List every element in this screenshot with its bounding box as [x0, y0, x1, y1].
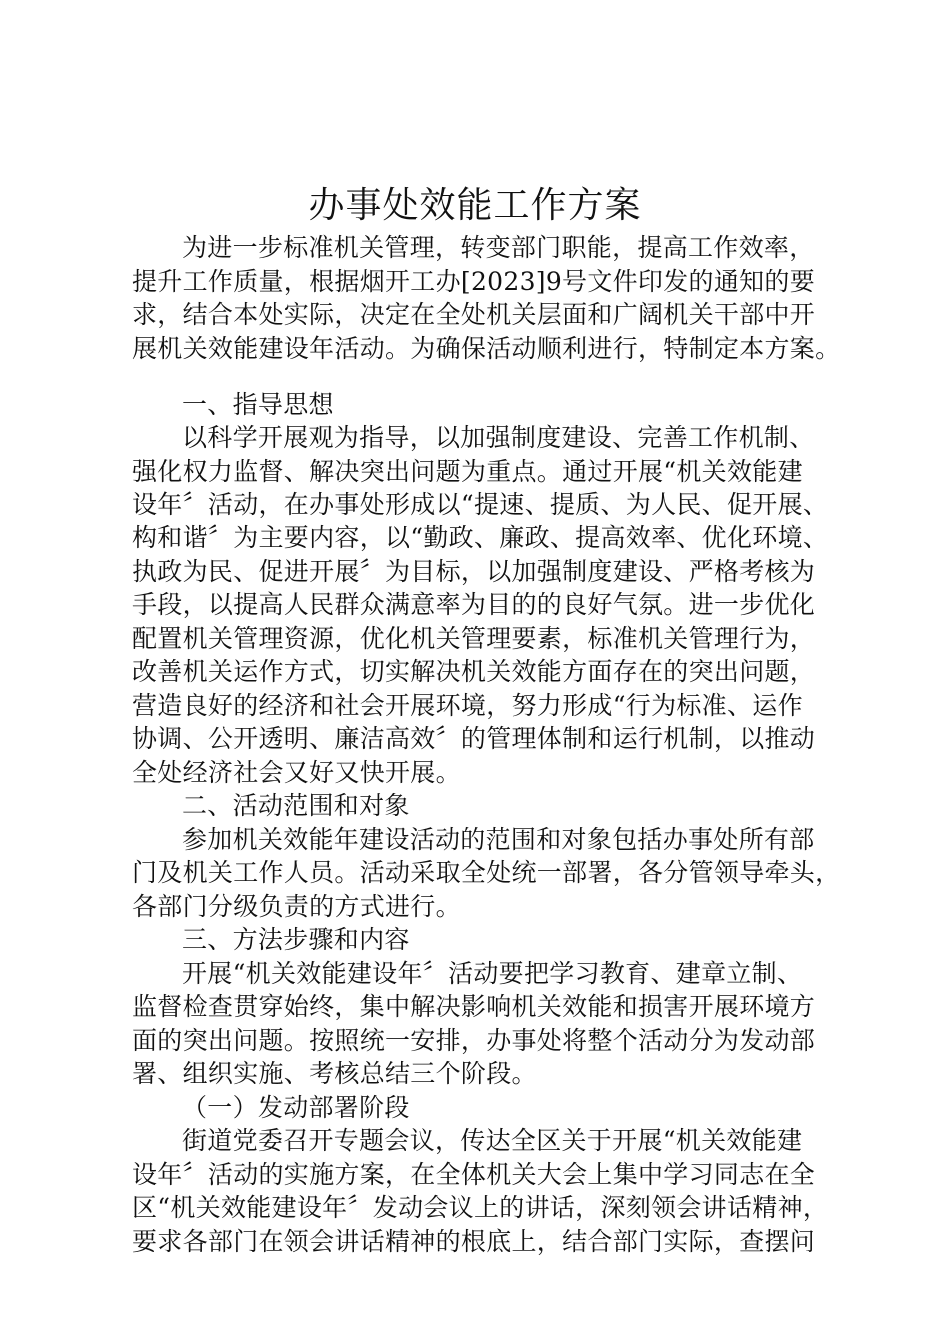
paragraph-line: 改善机关运作方式，切实解决机关效能方面存在的突出问题， — [132, 657, 816, 686]
paragraph-line: 监督检查贯穿始终，集中解决影响机关效能和损害开展环境方 — [132, 992, 816, 1021]
paragraph-line: 手段，以提高人民群众满意率为目的的良好气氛。进一步优化 — [132, 590, 816, 619]
paragraph-line: 各部门分级负责的方式进行。 — [132, 892, 461, 921]
paragraph-line: 配置机关管理资源，优化机关管理要素，标准机关管理行为， — [132, 624, 816, 653]
document-title: 办事处效能工作方案 — [308, 185, 642, 226]
paragraph-line: 街道党委召开专题会议，传达全区关于开展“机关效能建 — [182, 1126, 803, 1155]
paragraph-line: 设年〞活动，在办事处形成以“提速、提质、为人民、促开展、 — [132, 490, 829, 519]
paragraph-line: 营造良好的经济和社会开展环境，努力形成“行为标准、运作 — [132, 691, 803, 720]
paragraph-line: 以科学开展观为指导，以加强制度建设、完善工作机制、 — [182, 423, 815, 452]
paragraph-line: 区“机关效能建设年〞发动会议上的讲话，深刻领会讲话精神， — [132, 1193, 829, 1222]
paragraph-line: 全处经济社会又好又快开展。 — [132, 758, 461, 787]
section-heading: 一、指导思想 — [182, 390, 334, 419]
paragraph-line: 执政为民、促进开展〞为目标，以加强制度建设、严格考核为 — [132, 557, 816, 586]
paragraph-line: 强化权力监督、解决突出问题为重点。通过开展“机关效能建 — [132, 457, 803, 486]
paragraph-line: 协调、公开透明、廉洁高效〞的管理体制和运行机制，以推动 — [132, 724, 816, 753]
paragraph-line: 构和谐〞为主要内容，以“勤政、廉政、提高效率、优化环境、 — [132, 523, 829, 552]
paragraph-line: 要求各部门在领会讲话精神的根底上，结合部门实际，查摆问 — [132, 1227, 816, 1256]
paragraph-line: 署、组织实施、考核总结三个阶段。 — [132, 1059, 537, 1088]
paragraph-line: 为进一步标准机关管理，转变部门职能，提高工作效率， — [182, 233, 815, 262]
subsection-heading: （一）发动部署阶段 — [182, 1093, 410, 1122]
section-heading: 二、活动范围和对象 — [182, 791, 410, 820]
paragraph-line: 提升工作质量，根据烟开工办[2023]9号文件印发的通知的要 — [132, 267, 816, 296]
paragraph-line: 展机关效能建设年活动。为确保活动顺利进行，特制定本方案。 — [132, 334, 841, 363]
paragraph-line: 开展“机关效能建设年〞活动要把学习教育、建章立制、 — [182, 959, 803, 988]
paragraph-line: 求，结合本处实际，决定在全处机关层面和广阔机关干部中开 — [132, 300, 816, 329]
paragraph-line: 门及机关工作人员。活动采取全处统一部署，各分管领导牵头， — [132, 858, 841, 887]
paragraph-line: 面的突出问题。按照统一安排，办事处将整个活动分为发动部 — [132, 1026, 816, 1055]
paragraph-line: 参加机关效能年建设活动的范围和对象包括办事处所有部 — [182, 825, 815, 854]
section-heading: 三、方法步骤和内容 — [182, 925, 410, 954]
paragraph-line: 设年〞活动的实施方案，在全体机关大会上集中学习同志在全 — [132, 1160, 816, 1189]
